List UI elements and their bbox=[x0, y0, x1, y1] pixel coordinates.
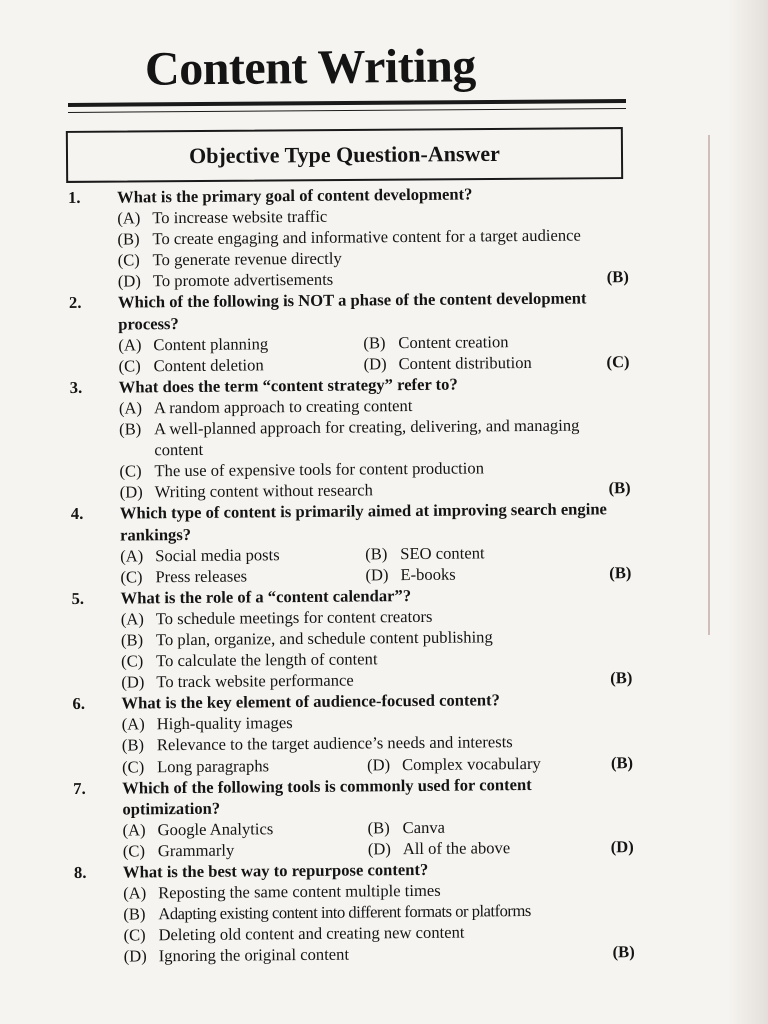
section-subtitle: Objective Type Question-Answer bbox=[188, 140, 500, 169]
option-b bbox=[363, 330, 629, 353]
option-letter: (D) bbox=[366, 754, 391, 774]
question-text: What is the best way to repurpose content? bbox=[122, 859, 429, 882]
option-text: Google Analytics bbox=[157, 819, 274, 840]
option-text: Long paragraphs bbox=[156, 755, 270, 776]
option-text: Content planning bbox=[153, 333, 269, 354]
option-letter: (A) bbox=[120, 545, 144, 566]
option-letter: (B) bbox=[365, 543, 388, 564]
question-row bbox=[71, 499, 631, 546]
option-letter: (C) bbox=[122, 841, 146, 861]
options bbox=[69, 330, 629, 377]
options bbox=[72, 604, 633, 693]
option-text: To increase website traffic bbox=[152, 206, 328, 228]
option-letter: (C) bbox=[119, 461, 142, 481]
answer-key: (B) bbox=[612, 942, 635, 962]
option-text: To track website performance bbox=[156, 670, 354, 692]
option-letter: (C) bbox=[123, 925, 146, 945]
option-letter: (D) bbox=[119, 482, 143, 502]
option-b bbox=[365, 541, 631, 564]
option-text: Grammarly bbox=[157, 840, 235, 861]
option-letter: (A) bbox=[118, 335, 142, 355]
question-item bbox=[71, 583, 632, 693]
option-letter: (A) bbox=[123, 883, 147, 903]
question-text: Which type of content is primarily aimed at improving search engine rankings? bbox=[119, 499, 607, 545]
option-letter: (D) bbox=[365, 564, 389, 585]
option-text: Adapting existing content into different formats or platforms bbox=[158, 901, 531, 924]
option-text: Content creation bbox=[398, 331, 509, 352]
option-text: To plan, organize, and schedule content publishing bbox=[155, 627, 493, 650]
option-a bbox=[120, 543, 365, 566]
option-text: Reposting the same content multiple times bbox=[158, 880, 441, 903]
option-letter: (B) bbox=[119, 419, 142, 439]
option-letter: (D) bbox=[363, 353, 387, 374]
option-d bbox=[368, 836, 596, 859]
option-letter: (B) bbox=[367, 818, 390, 838]
option-letter: (C) bbox=[121, 651, 144, 671]
option-text: Writing content without research bbox=[154, 480, 373, 502]
answer-key: (B) bbox=[610, 752, 634, 772]
subtitle-box bbox=[66, 127, 623, 183]
option-b bbox=[119, 414, 630, 461]
title-rule-thick bbox=[68, 99, 626, 107]
question-text: Which of the following tools is commonly used for content optimization? bbox=[122, 774, 532, 819]
option-text: Relevance to the target audience’s needs and interests bbox=[156, 732, 513, 755]
option-letter: (C) bbox=[117, 250, 140, 270]
question-number: 6. bbox=[72, 694, 86, 714]
answer-key: (B) bbox=[606, 267, 629, 287]
option-text: All of the above bbox=[402, 838, 511, 859]
question-item bbox=[71, 499, 632, 588]
option-text: Canva bbox=[402, 817, 446, 837]
option-text: Social media posts bbox=[155, 544, 280, 565]
option-letter: (B) bbox=[123, 904, 146, 924]
question-item bbox=[68, 182, 629, 292]
option-letter: (A) bbox=[122, 820, 146, 840]
option-c bbox=[118, 353, 363, 376]
question-item bbox=[70, 372, 631, 503]
option-letter: (C) bbox=[121, 756, 145, 777]
answer-key: (B) bbox=[610, 668, 633, 688]
option-letter: (B) bbox=[117, 229, 140, 249]
option-text: SEO content bbox=[400, 542, 485, 563]
question-item bbox=[69, 288, 630, 377]
options bbox=[73, 709, 634, 777]
page-title: Content Writing bbox=[144, 39, 477, 96]
option-d bbox=[365, 562, 593, 585]
option-c bbox=[123, 838, 368, 861]
question-number: 7. bbox=[73, 778, 86, 798]
option-text: Complex vocabulary bbox=[401, 753, 541, 774]
option-text: To calculate the length of content bbox=[156, 649, 378, 671]
question-text: Which of the following is NOT a phase of the content development process? bbox=[117, 288, 587, 334]
option-letter: (C) bbox=[118, 356, 141, 376]
option-letter: (B) bbox=[120, 630, 144, 650]
option-letter: (A) bbox=[120, 609, 144, 629]
option-c bbox=[120, 564, 365, 587]
option-c bbox=[122, 754, 367, 777]
option-a bbox=[123, 817, 368, 840]
answer-key: (B) bbox=[609, 562, 632, 582]
option-text: The use of expensive tools for content production bbox=[154, 458, 485, 481]
option-letter: (A) bbox=[118, 398, 143, 418]
option-text: Content deletion bbox=[153, 355, 264, 376]
question-number: 3. bbox=[69, 377, 83, 397]
option-text: E-books bbox=[400, 564, 456, 584]
question-row bbox=[69, 288, 629, 335]
options bbox=[71, 541, 631, 588]
question-text: What is the primary goal of content development? bbox=[117, 184, 473, 207]
option-letter: (B) bbox=[121, 735, 145, 755]
option-letter: (C) bbox=[120, 567, 143, 587]
option-text: Deleting old content and creating new content bbox=[158, 922, 465, 945]
option-text: Content distribution bbox=[398, 352, 532, 373]
options bbox=[70, 393, 631, 503]
options bbox=[68, 203, 629, 292]
answer-key: (B) bbox=[608, 478, 631, 498]
option-text: A random approach to creating content bbox=[153, 395, 413, 418]
question-list bbox=[68, 182, 635, 967]
option-text: A well-planned approach for creating, delivering, and managing content bbox=[154, 415, 580, 460]
page-edge-mark bbox=[708, 135, 710, 635]
option-letter: (B) bbox=[363, 332, 386, 353]
options bbox=[74, 815, 634, 862]
option-d bbox=[367, 752, 595, 775]
page-shadow bbox=[728, 0, 768, 1024]
option-letter: (D) bbox=[367, 839, 391, 859]
option-letter: (A) bbox=[117, 208, 141, 228]
question-number: 2. bbox=[68, 293, 82, 313]
question-item bbox=[73, 773, 634, 862]
question-text: What does the term “content strategy” refer to? bbox=[118, 374, 458, 397]
question-number: 5. bbox=[71, 588, 85, 608]
option-text: High-quality images bbox=[156, 713, 293, 734]
option-text: To generate revenue directly bbox=[152, 248, 342, 270]
answer-key: (D) bbox=[610, 836, 634, 857]
option-letter: (D) bbox=[121, 672, 145, 692]
answer-key: (C) bbox=[606, 351, 630, 372]
option-d bbox=[124, 941, 635, 967]
question-number: 4. bbox=[70, 504, 84, 524]
question-text: What is the role of a “content calendar”? bbox=[120, 585, 412, 608]
question-item bbox=[74, 857, 635, 967]
option-letter: (D) bbox=[117, 271, 141, 291]
options bbox=[74, 878, 635, 967]
option-b bbox=[368, 815, 634, 838]
option-a bbox=[118, 332, 363, 355]
question-text: What is the key element of audience-focused content? bbox=[121, 690, 500, 713]
option-letter: (A) bbox=[121, 714, 145, 734]
option-text: To create engaging and informative content for a target audience bbox=[152, 225, 581, 249]
option-text: Press releases bbox=[155, 566, 248, 586]
option-text: Ignoring the original content bbox=[158, 944, 350, 966]
question-number: 8. bbox=[73, 862, 87, 882]
title-rule-thin bbox=[68, 108, 626, 113]
question-item bbox=[72, 688, 633, 777]
option-text: To promote advertisements bbox=[152, 270, 334, 291]
option-letter: (D) bbox=[123, 946, 147, 966]
question-row bbox=[73, 773, 633, 820]
option-text: To schedule meetings for content creators bbox=[155, 606, 433, 629]
question-number: 1. bbox=[68, 187, 81, 207]
option-d bbox=[363, 351, 591, 374]
